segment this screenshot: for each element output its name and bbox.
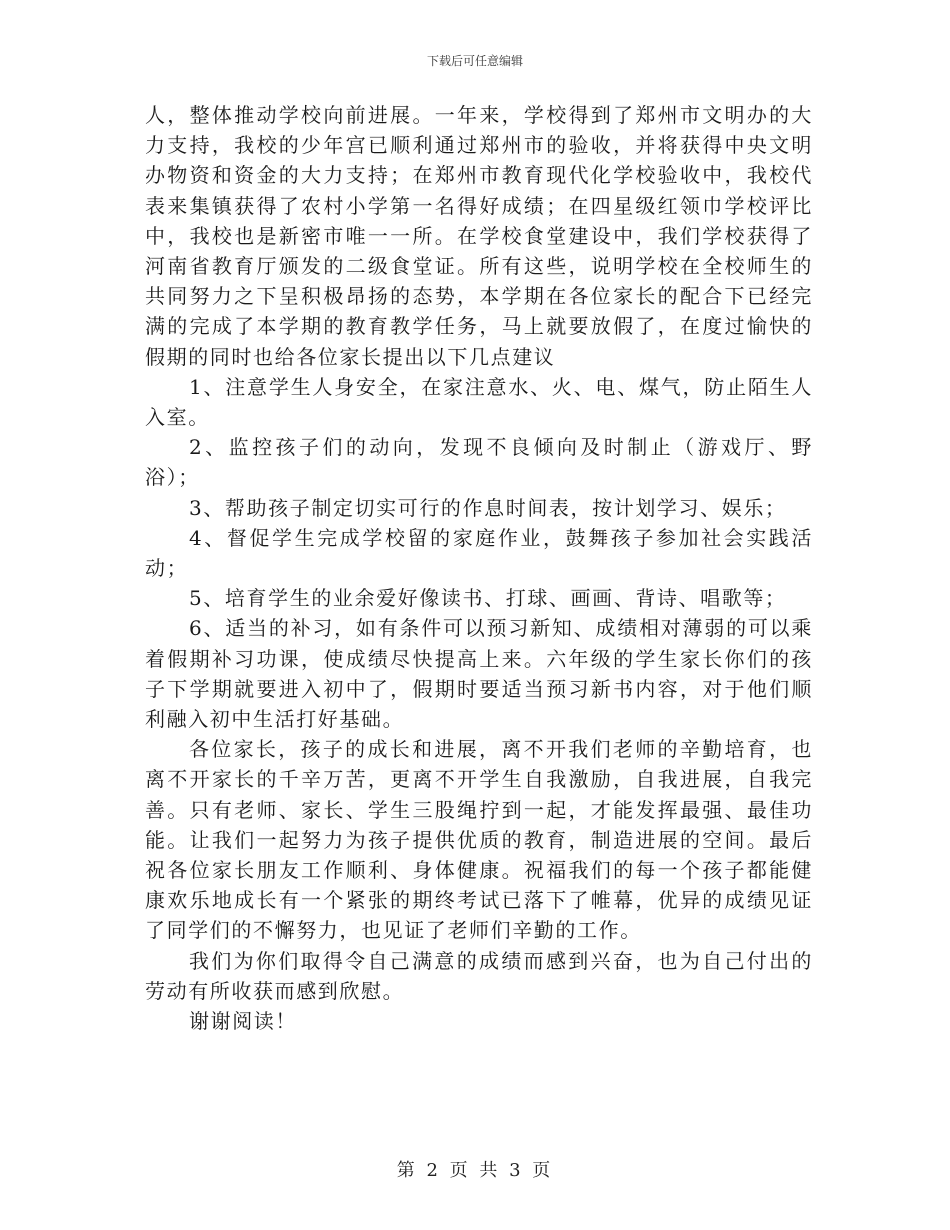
paragraph-intro-continued: 人，整体推动学校向前进展。一年来，学校得到了郑州市文明办的大力支持，我校的少年宫已顺利通过郑州市的验收，并将获得中央文明办物资和资金的大力支持；在郑州市教育现代化学校验收中，我校代表来集镇获得了农村小学第一名得好成绩；在四星级红领巾学校评比中，我校也是新密市唯一一所。在学校食堂建设中，我们学校获得了河南省教育厅颁发的二级食堂证。所有这些，说明学校在全校师生的共同努力之下呈积极昂扬的态势，本学期在各位家长的配合下已经完满的完成了本学期的教育教学任务，马上就要放假了，在度过愉快的假期的同时也给各位家长提出以下几点建议 bbox=[145, 103, 813, 369]
suggestion-item-2: 2、监控孩子们的动向，发现不良倾向及时制止（游戏厅、野浴）； bbox=[145, 435, 813, 490]
suggestion-item-4: 4、督促学生完成学校留的家庭作业，鼓舞孩子参加社会实践活动； bbox=[145, 525, 813, 581]
paragraph-gratitude: 我们为你们取得令自己满意的成绩而感到兴奋，也为自己付出的劳动有所收获而感到欣慰。 bbox=[145, 948, 813, 1003]
document-body bbox=[145, 100, 813, 1036]
paragraph-closing: 各位家长，孩子的成长和进展，离不开我们老师的辛勤培育，也离不开家长的千辛万苦，更离不开学生自我激励，自我进展，自我完善。只有老师、家长、学生三股绳拧到一起，才能发挥最强、最佳功能。让我们一起努力为孩子提供优质的教育，制造进展的空间。最后祝各位家长朋友工作顺利、身体健康。祝福我们的每一个孩子都能健康欢乐地成长有一个紧张的期终考试已落下了帷幕，优异的成绩见证了同学们的不懈努力，也见证了老师们辛勤的工作。 bbox=[145, 737, 813, 943]
suggestion-item-5: 5、培育学生的业余爱好像读书、打球、画画、背诗、唱歌等； bbox=[189, 586, 787, 611]
suggestion-item-6: 6、适当的补习，如有条件可以预习新知、成绩相对薄弱的可以乘着假期补习功课，使成绩尽快提高上来。六年级的学生家长你们的孩子下学期就要进入初中了，假期时要适当预习新书内容，对于他们顺利融入初中生活打好基础。 bbox=[145, 616, 813, 732]
thanks-for-reading: 谢谢阅读！ bbox=[189, 1009, 297, 1034]
page-header: 下载后可任意编辑 bbox=[426, 54, 523, 68]
suggestion-item-3: 3、帮助孩子制定切实可行的作息时间表，按计划学习、娱乐； bbox=[189, 495, 787, 520]
page-number-footer: 第 2 页 共 3 页 bbox=[396, 1160, 554, 1181]
suggestion-item-1: 1、注意学生人身安全，在家注意水、火、电、煤气，防止陌生人入室。 bbox=[145, 374, 813, 430]
